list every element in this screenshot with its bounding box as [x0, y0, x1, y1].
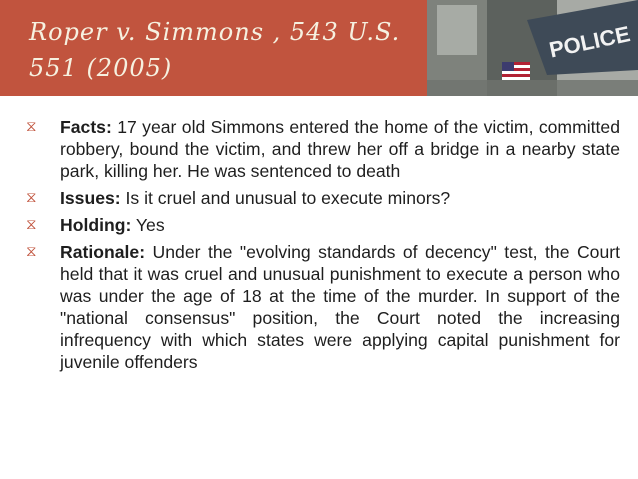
police-photo [427, 0, 638, 96]
four-arrows-bullet-icon: ⧖ [26, 243, 37, 260]
title-bar [0, 0, 638, 96]
bullet-label: Holding: [60, 215, 132, 235]
bullet-list [26, 116, 620, 378]
bullet-text: Yes [131, 215, 165, 235]
bullet-text: Is it cruel and unusual to execute minors? [120, 188, 451, 208]
bullet-holding [26, 214, 620, 236]
bullet-label: Rationale: [60, 242, 146, 262]
bullet-text: Under the "evolving standards of decency" test, the Court held that it was cruel and unusual punishment to execute a person who was under the age of 18 at the time of the murder. In support of the "national consensus" position, the Court noted the increasing infrequency with which states were applying capital punishment for juvenile offenders [60, 242, 620, 372]
bullet-label: Facts: [60, 117, 112, 137]
police-photo-image [427, 0, 638, 96]
bullet-facts [26, 116, 620, 182]
bullet-text: 17 year old Simmons entered the home of the victim, committed robbery, bound the victim, and threw her off a bridge in a nearby state park, killing her. He was sentenced to death [60, 117, 620, 181]
slide-title: Roper v. Simmons , 543 U.S. 551 (2005) [29, 18, 401, 82]
four-arrows-bullet-icon: ⧖ [26, 189, 37, 206]
bullet-label: Issues: [60, 188, 121, 208]
four-arrows-bullet-icon: ⧖ [26, 118, 37, 135]
four-arrows-bullet-icon: ⧖ [26, 216, 37, 233]
police-sign-text: POLICE [546, 21, 633, 63]
bullet-rationale [26, 241, 620, 373]
bullet-issues [26, 187, 620, 209]
